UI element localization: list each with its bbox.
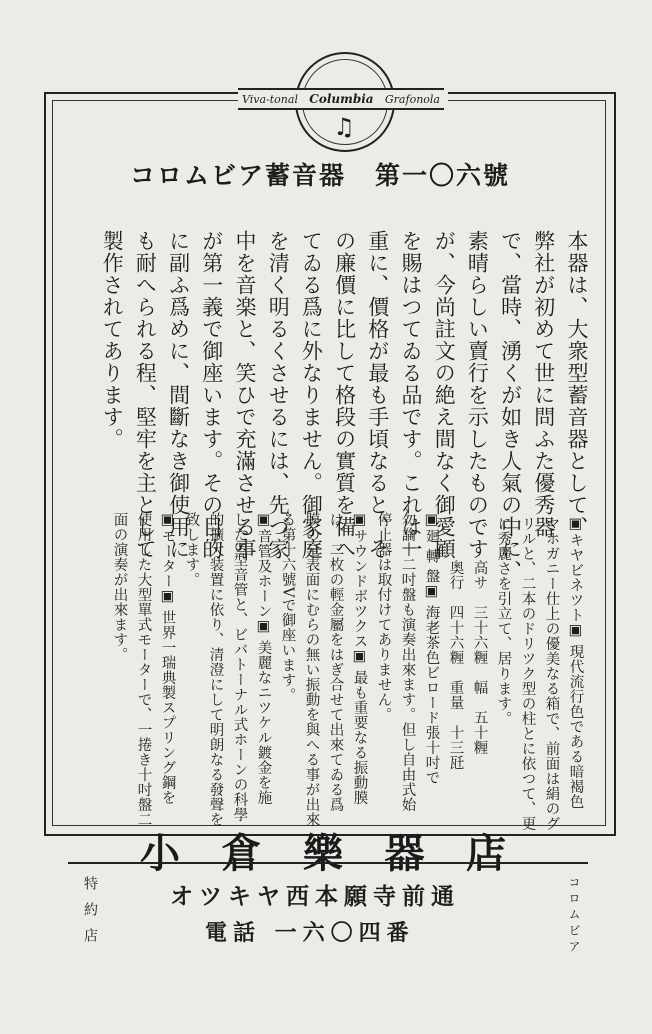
spec-column: に秀麗さを引立て、居ります。 bbox=[495, 516, 512, 726]
spec-column: したS型音管と、ビバトーナル式ホーンの科學 bbox=[231, 512, 248, 823]
body-column: が、今尚註文の絶え間なく御愛顧 bbox=[432, 230, 457, 560]
shop-phone: 電話 一六〇四番 bbox=[205, 920, 415, 946]
spec-column: 停止器は取付けてありません。 bbox=[375, 512, 392, 722]
logo-band bbox=[238, 88, 444, 110]
logo-center-word: Columbia bbox=[309, 92, 374, 106]
columbia-logo bbox=[238, 52, 448, 164]
shop-char: 倉 bbox=[221, 830, 266, 877]
spec-column: ▣キヤビネツト▣ 現代流行色である暗褐色 bbox=[567, 516, 584, 810]
shop-address: オツキヤ西本願寺前通 bbox=[170, 883, 460, 910]
spec-column: 面の演奏が出來ます。 bbox=[111, 512, 128, 662]
spec-column: る第十六號Vで御座います。 bbox=[279, 512, 296, 703]
body-column: の廉價に比して格段の實質を備へ bbox=[332, 230, 357, 560]
title-model: 第一〇六號 bbox=[374, 161, 510, 190]
logo-right-word: Grafonola bbox=[384, 92, 440, 106]
page-title bbox=[130, 156, 510, 192]
body-column: に副ふ爲めに、間斷なき御使用に bbox=[166, 230, 191, 560]
spec-column: は、二枚の輕金屬をはぎ合せて出來てゐる爲 bbox=[327, 512, 344, 812]
body-column: を清く明るくさせるには、先づ家 bbox=[266, 230, 291, 560]
body-column: 製作されてあります。 bbox=[100, 230, 125, 450]
shop-char: 小 bbox=[140, 830, 184, 877]
spec-column: 的擴大装置に依り、清澄にして明朗なる發聲を bbox=[207, 512, 224, 827]
side-label-left: 特約店 bbox=[82, 876, 98, 954]
body-column: 弊社が初めて世に問ふた優秀器 bbox=[531, 230, 556, 538]
divider bbox=[68, 862, 588, 864]
spec-column: 致します。 bbox=[183, 512, 200, 587]
shop-char: 店 bbox=[466, 830, 510, 877]
body-column: を賜はつてゐる品です。これは一 bbox=[399, 230, 423, 560]
body-column: 素晴らしい賣行を示したものです bbox=[465, 230, 490, 560]
body-column: 本器は、大衆型蓄音器として、 bbox=[565, 230, 589, 538]
spec-column: ▣廻 轉 盤▣ 海老茶色ビロード張十吋で bbox=[423, 512, 440, 786]
spec-column: 勿論十二吋盤も演奏出來ます。但し自由式始 bbox=[399, 512, 416, 812]
spec-column: マホガニー仕上の優美なる箱で、前面は絹のグ bbox=[543, 516, 560, 831]
shop-name bbox=[140, 822, 510, 879]
spec-column: 奥行 四十六糎 重量 十三瓩 bbox=[447, 560, 464, 770]
body-column: も耐へられる程、堅牢を主として bbox=[133, 230, 158, 560]
logo-left-word: Viva-tonal bbox=[242, 92, 298, 106]
spec-column: 膜の全表面にむらの無い振動を與へる事が出來 bbox=[303, 512, 320, 827]
spec-column: ▣モーター▣ 世界一瑞典製スプリング鋼を bbox=[159, 512, 176, 806]
shop-char: 器 bbox=[384, 830, 429, 877]
side-label-right: コロムビア bbox=[567, 876, 581, 956]
shop-char: 樂 bbox=[303, 830, 347, 877]
spec-column: ▣音管及ホーン▣ 美麗なニツケル鍍金を施 bbox=[255, 512, 272, 806]
body-column: で、當時、湧くが如き人氣の中に、 bbox=[498, 230, 523, 582]
spec-column: 使用した大型單式モーターで、一捲き十吋盤二 bbox=[135, 512, 152, 827]
music-notes-icon: ♫ bbox=[333, 113, 355, 141]
body-column: が第一義で御座います。その目的 bbox=[199, 230, 224, 560]
body-column: てゐる爲に外なりません。御家庭 bbox=[299, 230, 324, 560]
title-product: コロムビア蓄音器 bbox=[130, 161, 347, 190]
spec-column: リルと、二本のドリツク型の柱とに依つて、更 bbox=[519, 516, 536, 831]
body-column: 中を音楽と、笑ひで充滿させる事 bbox=[233, 230, 257, 560]
spec-column: ▣サウンドボツクス▣ 最も重要なる振動膜 bbox=[351, 512, 368, 806]
spec-column: 高サ 三十六糎 幅 五十糎 bbox=[471, 560, 488, 755]
body-column: 重に、價格が最も手頃なると、そ bbox=[365, 230, 390, 560]
